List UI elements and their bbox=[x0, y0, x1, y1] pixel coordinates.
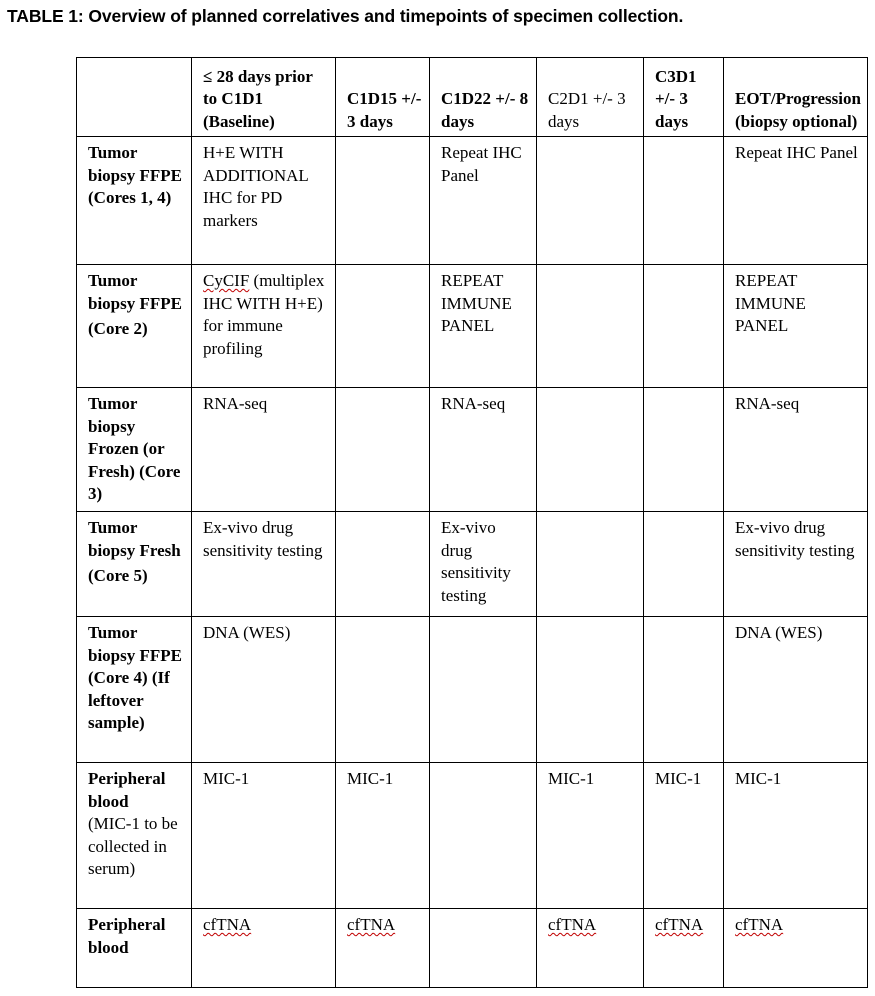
row-label bbox=[77, 137, 192, 265]
table-cell bbox=[336, 909, 430, 988]
table-cell bbox=[537, 137, 644, 265]
cell-text: cfTNA bbox=[735, 915, 784, 934]
table-cell bbox=[192, 909, 336, 988]
row-label bbox=[77, 763, 192, 909]
table-cell: MIC-1 bbox=[644, 763, 724, 909]
table-cell bbox=[644, 137, 724, 265]
table-cell: DNA (WES) bbox=[724, 617, 868, 763]
table-cell bbox=[336, 265, 430, 388]
table-cell bbox=[192, 265, 336, 388]
table-cell: RNA-seq bbox=[724, 388, 868, 512]
row-label bbox=[77, 388, 192, 512]
table-cell bbox=[336, 388, 430, 512]
table-cell bbox=[537, 909, 644, 988]
table-row bbox=[77, 909, 868, 988]
header-cell-c3d1: C3D1 +/- 3 days bbox=[644, 58, 724, 137]
header-row bbox=[77, 58, 868, 137]
table-cell: H+E WITH ADDITIONAL IHC for PD markers bbox=[192, 137, 336, 265]
table-cell bbox=[430, 909, 537, 988]
table-cell: Ex-vivo drug sensitivity testing bbox=[724, 512, 868, 617]
table-cell: RNA-seq bbox=[192, 388, 336, 512]
header-cell-eot: EOT/Progression (biopsy optional) bbox=[724, 58, 868, 137]
table-cell: MIC-1 bbox=[724, 763, 868, 909]
cell-text: cfTNA bbox=[655, 915, 704, 934]
row-label bbox=[77, 617, 192, 763]
header-cell-c1d22: C1D22 +/- 8 days bbox=[430, 58, 537, 137]
specimen-collection-table bbox=[76, 57, 868, 988]
table-cell bbox=[644, 388, 724, 512]
table-cell: REPEAT IMMUNE PANEL bbox=[724, 265, 868, 388]
header-cell-c1d15: C1D15 +/- 3 days bbox=[336, 58, 430, 137]
row-label-text: Tumor biopsy Fresh bbox=[88, 518, 181, 560]
table-cell: Repeat IHC Panel bbox=[430, 137, 537, 265]
table-cell bbox=[430, 763, 537, 909]
table-cell: MIC-1 bbox=[537, 763, 644, 909]
table-cell: REPEAT IMMUNE PANEL bbox=[430, 265, 537, 388]
table-cell: DNA (WES) bbox=[192, 617, 336, 763]
table-cell bbox=[537, 265, 644, 388]
row-label-text: Tumor biopsy Frozen (or Fresh) (Core 3) bbox=[88, 394, 181, 503]
row-label-text: Peripheral blood bbox=[88, 769, 166, 811]
row-label-subtext: (Core 2) bbox=[88, 319, 148, 338]
row-label-text: Tumor biopsy FFPE (Core 4) (If leftover sample) bbox=[88, 623, 182, 732]
spellcheck-word: CyCIF bbox=[203, 271, 250, 290]
table-cell bbox=[336, 137, 430, 265]
row-label-note: (MIC-1 to be collected in serum) bbox=[88, 814, 178, 878]
table-cell bbox=[537, 512, 644, 617]
table-row bbox=[77, 617, 868, 763]
cell-text: cfTNA bbox=[203, 915, 252, 934]
table-cell: Ex-vivo drug sensitivity testing bbox=[192, 512, 336, 617]
table-cell bbox=[644, 265, 724, 388]
table-row bbox=[77, 137, 868, 265]
table-cell bbox=[644, 512, 724, 617]
table-cell bbox=[336, 512, 430, 617]
table-cell bbox=[537, 388, 644, 512]
table-cell: MIC-1 bbox=[192, 763, 336, 909]
row-label-text: Tumor biopsy FFPE (Cores 1, 4) bbox=[88, 143, 182, 207]
table-cell: Ex-vivo drug sensitivity testing bbox=[430, 512, 537, 617]
row-label bbox=[77, 909, 192, 988]
table-cell bbox=[644, 909, 724, 988]
row-label bbox=[77, 265, 192, 388]
table-cell bbox=[644, 617, 724, 763]
table-cell: MIC-1 bbox=[336, 763, 430, 909]
cell-text: cfTNA bbox=[347, 915, 396, 934]
table-cell: RNA-seq bbox=[430, 388, 537, 512]
table-row bbox=[77, 388, 868, 512]
table-row bbox=[77, 763, 868, 909]
table-cell: Repeat IHC Panel bbox=[724, 137, 868, 265]
header-cell-c2d1: C2D1 +/- 3 days bbox=[537, 58, 644, 137]
row-label-text: Peripheral blood bbox=[88, 915, 166, 957]
row-label bbox=[77, 512, 192, 617]
header-cell-empty bbox=[77, 58, 192, 137]
cell-text: cfTNA bbox=[548, 915, 597, 934]
table-caption: TABLE 1: Overview of planned correlatives and timepoints of specimen collection. bbox=[7, 6, 684, 26]
header-cell-baseline: ≤ 28 days prior to C1D1 (Baseline) bbox=[192, 58, 336, 137]
table-cell bbox=[430, 617, 537, 763]
table-row bbox=[77, 265, 868, 388]
table-cell bbox=[724, 909, 868, 988]
cell-text: CyCIF (multiplex IHC WITH H+E) for immune profiling bbox=[203, 271, 325, 358]
table-row bbox=[77, 512, 868, 617]
table-cell bbox=[336, 617, 430, 763]
row-label-text: Tumor biopsy FFPE bbox=[88, 271, 182, 313]
table-cell bbox=[537, 617, 644, 763]
row-label-subtext: (Core 5) bbox=[88, 566, 148, 585]
